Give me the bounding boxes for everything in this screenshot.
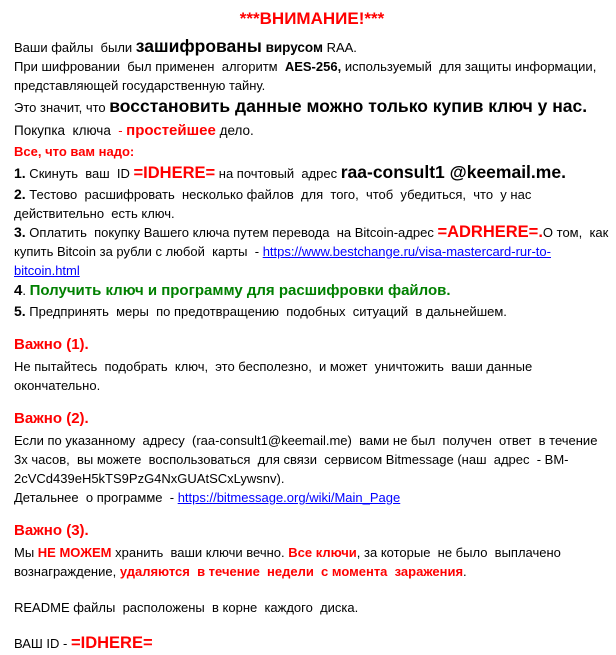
step-3-how-pre: О том, как купить Bitcoin за рубли с любой карты - bbox=[14, 225, 612, 259]
virus-name: RAA. bbox=[322, 40, 357, 55]
step-4-number: 4 bbox=[14, 282, 23, 299]
id-placeholder: =IDHERE= bbox=[133, 164, 216, 182]
your-id-label: ВАШ ID - bbox=[14, 636, 71, 651]
purchase-line bbox=[14, 119, 610, 142]
bitmessage-link[interactable]: https://bitmessage.org/wiki/Main_Page bbox=[177, 490, 401, 505]
step-3-pre: Оплатить покупку Вашего ключа путем перевода на Bitcoin-адрес bbox=[25, 225, 438, 240]
bestchange-link[interactable]: https://www.bestchange.ru/visa-mastercard-rur-to-bitcoin.html bbox=[14, 244, 551, 278]
detail-pre-text: Детальнее о программе - bbox=[14, 490, 178, 505]
readme-line: README файлы расположены в корне каждого диска. bbox=[14, 600, 359, 615]
important-2-heading: Важно (2). bbox=[14, 410, 89, 427]
means-bold-text: восстановить данные можно только купив ключ у нас. bbox=[109, 96, 588, 116]
important-3-body bbox=[14, 543, 610, 581]
step-4-dot: . bbox=[22, 283, 30, 298]
keep-text: хранить ваши ключи вечно. bbox=[111, 545, 289, 560]
intro-files-line bbox=[14, 37, 610, 57]
step-1-mid: на почтовый адрес bbox=[215, 166, 341, 181]
we-text: Мы bbox=[14, 545, 38, 560]
important-2-detail bbox=[14, 488, 610, 507]
page-title: ***ВНИМАНИЕ!*** bbox=[239, 9, 385, 28]
step-2-number: 2. bbox=[14, 186, 26, 202]
important-1-heading: Важно (1). bbox=[14, 336, 89, 353]
cannot-text: НЕ МОЖЕМ bbox=[37, 545, 112, 560]
step-1-number: 1. bbox=[14, 165, 26, 181]
encrypted-word: зашифрованы bbox=[135, 36, 262, 56]
purchase-dash: - bbox=[114, 123, 127, 138]
email-address: raa-consult1 @keemail.me. bbox=[340, 162, 566, 182]
step-2 bbox=[14, 185, 610, 223]
step-4 bbox=[14, 280, 610, 302]
purchase-post-text: дело. bbox=[215, 123, 254, 138]
step-3 bbox=[14, 223, 610, 280]
step-5-number: 5. bbox=[14, 303, 26, 319]
step-2-text: Тестово расшифровать несколько файлов для того, чтоб убедиться, что у нас действительно есть ключ. bbox=[14, 187, 535, 221]
aes-algorithm: AES-256, bbox=[284, 59, 342, 74]
important-2-body: Если по указанному адресу (raa-consult1@keemail.me) вами не был получен ответ в течение 3х часов, вы можете воспользоваться для связи сервисом Bitmessage (наш адрес - BM-2cVCd439eH5kTS9PzG4NxGUAtSCxLywsnv). bbox=[14, 433, 605, 486]
end-dot: . bbox=[463, 564, 467, 579]
step-5-text: Предпринять меры по предотвращению подобных ситуаций в дальнейшем. bbox=[25, 304, 507, 319]
aes-post-text: используемый для защиты информации, представляющей государственную тайну. bbox=[14, 59, 604, 93]
files-pre-text: Ваши файлы были bbox=[14, 40, 136, 55]
step-1 bbox=[14, 161, 610, 185]
purchase-simple-word: простейшее bbox=[126, 122, 216, 139]
step-5 bbox=[14, 302, 610, 321]
unpaid-text: , за которые не было выплачено вознаграждение, bbox=[14, 545, 565, 579]
your-id-value: =IDHERE= bbox=[71, 634, 153, 652]
important-3-heading: Важно (3). bbox=[14, 522, 89, 539]
need-heading: Все, что вам надо: bbox=[14, 144, 135, 159]
means-pre-text: Это значит, что bbox=[14, 100, 110, 115]
step-4-green-text: Получить ключ и программу для расшифровки файлов. bbox=[29, 282, 451, 299]
step-3-number: 3. bbox=[14, 224, 26, 240]
purchase-pre-text: Покупка ключа bbox=[14, 123, 115, 138]
aes-pre-text: При шифровании был применен алгоритм bbox=[14, 59, 285, 74]
intro-means-line bbox=[14, 95, 610, 119]
virus-word: вирусом bbox=[261, 40, 323, 55]
intro-aes-line bbox=[14, 57, 610, 95]
deleted-text: удаляются в течение недели с момента заражения bbox=[119, 564, 464, 579]
all-keys-text: Все ключи bbox=[288, 545, 357, 560]
step-1-pre: Скинуть ваш ID bbox=[25, 166, 134, 181]
btc-address-placeholder: =ADRHERE=. bbox=[437, 223, 543, 241]
important-1-body: Не пытайтесь подобрать ключ, это бесполезно, и может уничтожить ваши данные окончательно. bbox=[14, 359, 536, 393]
